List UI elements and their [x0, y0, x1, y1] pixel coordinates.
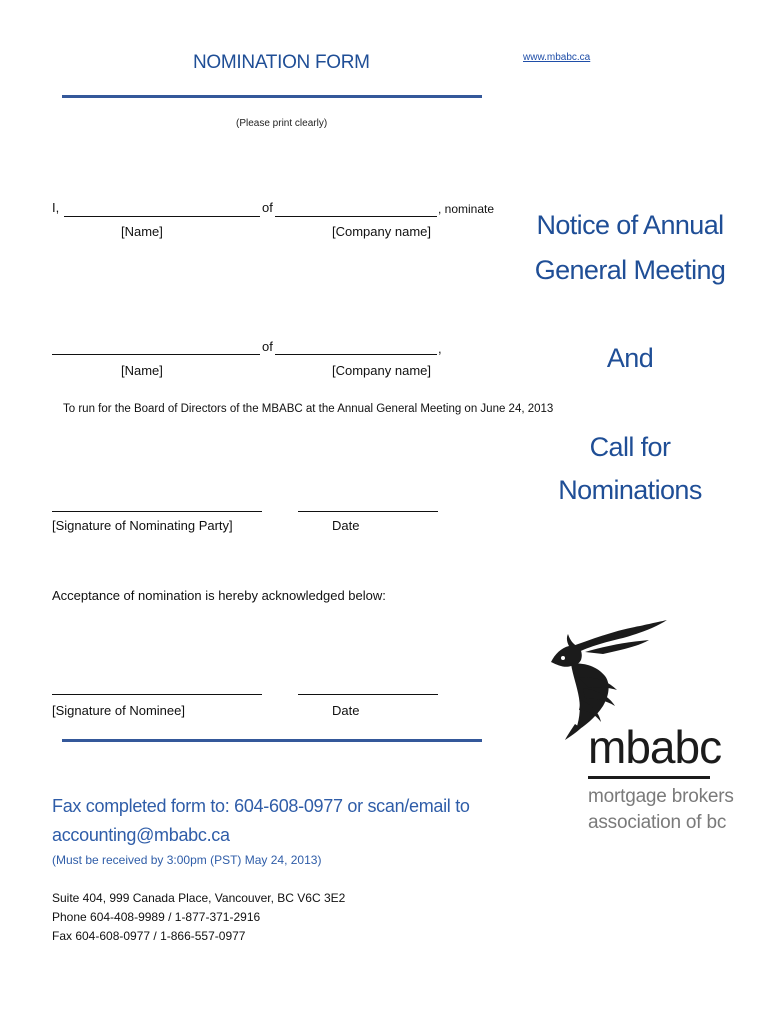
nominee-date-label: Date	[332, 703, 360, 718]
comma-text: ,	[438, 341, 442, 356]
nominee-name-field[interactable]	[52, 354, 260, 355]
nominator-name-label: [Name]	[121, 224, 163, 239]
prefix-i: I,	[52, 200, 60, 215]
run-statement: To run for the Board of Directors of the MBABC at the Annual General Meeting on June 24, 2013	[63, 403, 554, 415]
logo-subtitle-1: mortgage brokers	[588, 786, 734, 807]
of-text-2: of	[262, 339, 273, 354]
notice-line-2: General Meeting	[534, 255, 726, 285]
logo-subtitle-2: association of bc	[588, 812, 727, 833]
nominee-name-label: [Name]	[121, 363, 163, 378]
notice-line-1: Notice of Annual	[536, 210, 724, 240]
address-line: Suite 404, 999 Canada Place, Vancouver, BC V6C 3E2	[52, 891, 346, 905]
nominating-signature-label: [Signature of Nominating Party]	[52, 518, 233, 533]
logo-divider	[588, 776, 710, 779]
nominee-date-field[interactable]	[298, 694, 438, 695]
phone-line: Phone 604-408-9989 / 1-877-371-2916	[52, 910, 261, 924]
of-text: of	[262, 200, 273, 215]
print-note: (Please print clearly)	[236, 118, 328, 129]
logo-wordmark: mbabc	[588, 721, 722, 773]
nominating-date-label: Date	[332, 518, 360, 533]
nominating-date-field[interactable]	[298, 511, 438, 512]
acceptance-statement: Acceptance of nomination is hereby acknowledged below:	[52, 588, 386, 603]
nominee-signature-label: [Signature of Nominee]	[52, 703, 185, 718]
call-line-1: Call for	[589, 432, 671, 462]
fax-instruction-line-1: Fax completed form to: 604-608-0977 or scan/email to	[52, 796, 470, 816]
website-link[interactable]: www.mbabc.ca	[523, 52, 591, 63]
deadline-note: (Must be received by 3:00pm (PST) May 24, 2013)	[52, 853, 322, 867]
call-line-2: Nominations	[558, 475, 702, 505]
nominator-name-field[interactable]	[64, 216, 260, 217]
nominator-company-field[interactable]	[275, 216, 437, 217]
and-text: And	[606, 343, 654, 373]
nominator-company-label: [Company name]	[332, 224, 431, 239]
title-divider	[62, 95, 482, 98]
nominee-company-label: [Company name]	[332, 363, 431, 378]
bottom-divider	[62, 739, 482, 742]
nominating-signature-field[interactable]	[52, 511, 262, 512]
nominate-text: , nominate	[438, 202, 495, 216]
nominee-company-field[interactable]	[275, 354, 437, 355]
form-title: NOMINATION FORM	[193, 52, 370, 73]
nominee-signature-field[interactable]	[52, 694, 262, 695]
fax-instruction-email[interactable]: accounting@mbabc.ca	[52, 825, 230, 845]
fax-line: Fax 604-608-0977 / 1-866-557-0977	[52, 929, 246, 943]
